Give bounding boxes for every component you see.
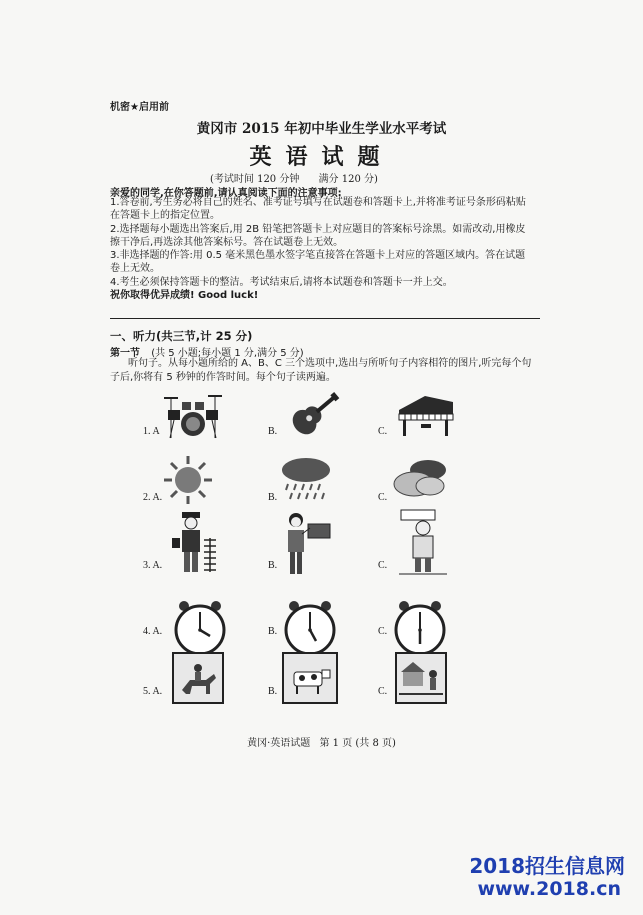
question-row <box>0 508 643 570</box>
question-number: 4. A. <box>143 626 163 637</box>
confidential-label: 机密★启用前 <box>110 102 169 113</box>
good-luck-line: 祝你取得优异成绩! Good luck! <box>110 290 259 302</box>
rain-cloud-icon <box>278 456 334 506</box>
footer-subject: 黄冈·英语试题 <box>247 738 311 749</box>
question-row <box>0 452 643 514</box>
listening-instruction: 听句子。从每小题所给的 A、B、C 三个选项中,选出与所听句子内容相符的图片,听完每个句子后,你将有 5 秒钟的作答时间。每个句子读两遍。 <box>110 358 532 383</box>
option-b-label: B. <box>268 626 278 637</box>
option-b-label: B. <box>268 426 278 437</box>
option-c-label: C. <box>378 492 388 503</box>
cloudy-icon <box>392 456 450 500</box>
sun-icon <box>162 454 214 506</box>
page-footer <box>0 734 643 749</box>
option-b-label: B. <box>268 492 278 503</box>
watermark-url: www.2018.cn <box>477 878 621 900</box>
footer-page: 第 1 页 (共 8 页) <box>319 738 396 749</box>
divider <box>110 318 540 319</box>
note-item: 3.非选择题的作答:用 0.5 毫米黑色墨水签字笔直接答在答题卡上对应的答题区域内。答在试题卷上无效。 <box>110 250 526 275</box>
clock-6-icon <box>392 600 448 656</box>
question-number: 2. A. <box>143 492 163 503</box>
subsection-title: 第一节 <box>110 348 140 359</box>
farmer-garden-icon <box>395 652 447 704</box>
note-item: 2.选择题每小题选出答案后,用 2B 铅笔把答题卡上对应题目的答案标号涂黑。如需改动,用橡皮擦干净后,再选涂其他答案标号。答在试题卷上无效。 <box>110 223 526 248</box>
notes-greeting: 亲爱的同学,在你答题前,请认真阅读下面的注意事项: <box>110 188 342 199</box>
time-limit: (考试时间 120 分钟 <box>210 174 300 185</box>
option-c-label: C. <box>378 626 388 637</box>
notes-list <box>110 196 535 302</box>
question-number: 5. A. <box>143 686 163 697</box>
clock-5-icon <box>282 600 338 656</box>
option-c-label: C. <box>378 686 388 697</box>
subject-title: 英语试题 <box>249 145 394 170</box>
subsection-note: (共 5 小题;每小题 1 分,满分 5 分) <box>151 348 304 359</box>
note-item: 4.考生必须保持答题卡的整洁。考试结束后,请将本试题卷和答题卡一并上交。 <box>110 276 453 288</box>
exam-timing <box>210 170 394 185</box>
question-number: 1. A <box>143 426 160 437</box>
option-c-label: C. <box>378 426 388 437</box>
piano-icon <box>395 392 457 438</box>
cow-field-icon <box>282 652 338 704</box>
drum-kit-icon <box>162 392 224 440</box>
full-score: 满分 120 分) <box>318 174 378 185</box>
part-heading: 一、听力(共三节,计 25 分) <box>110 329 253 343</box>
police-officer-icon <box>168 510 218 576</box>
watermark-title: 2018招生信息网 <box>469 854 625 878</box>
option-b-label: B. <box>268 560 278 571</box>
clock-4-icon <box>172 600 228 656</box>
question-number: 3. A. <box>143 560 163 571</box>
question-row <box>0 652 643 714</box>
note-item: 1.答卷前,考生务必将自己的姓名、准考证号填写在试题卷和答题卡上,并将准考证号条形码粘贴在答题卡上的指定位置。 <box>110 197 526 222</box>
option-c-label: C. <box>378 560 388 571</box>
question-row <box>0 390 643 452</box>
exam-title: 黄冈市 2015 年初中毕业生学业水平考试 <box>196 121 447 137</box>
teacher-icon <box>280 510 332 576</box>
option-b-label: B. <box>268 686 278 697</box>
nurse-icon <box>395 508 449 576</box>
guitar-icon <box>282 390 344 440</box>
horse-rider-icon <box>172 652 224 704</box>
